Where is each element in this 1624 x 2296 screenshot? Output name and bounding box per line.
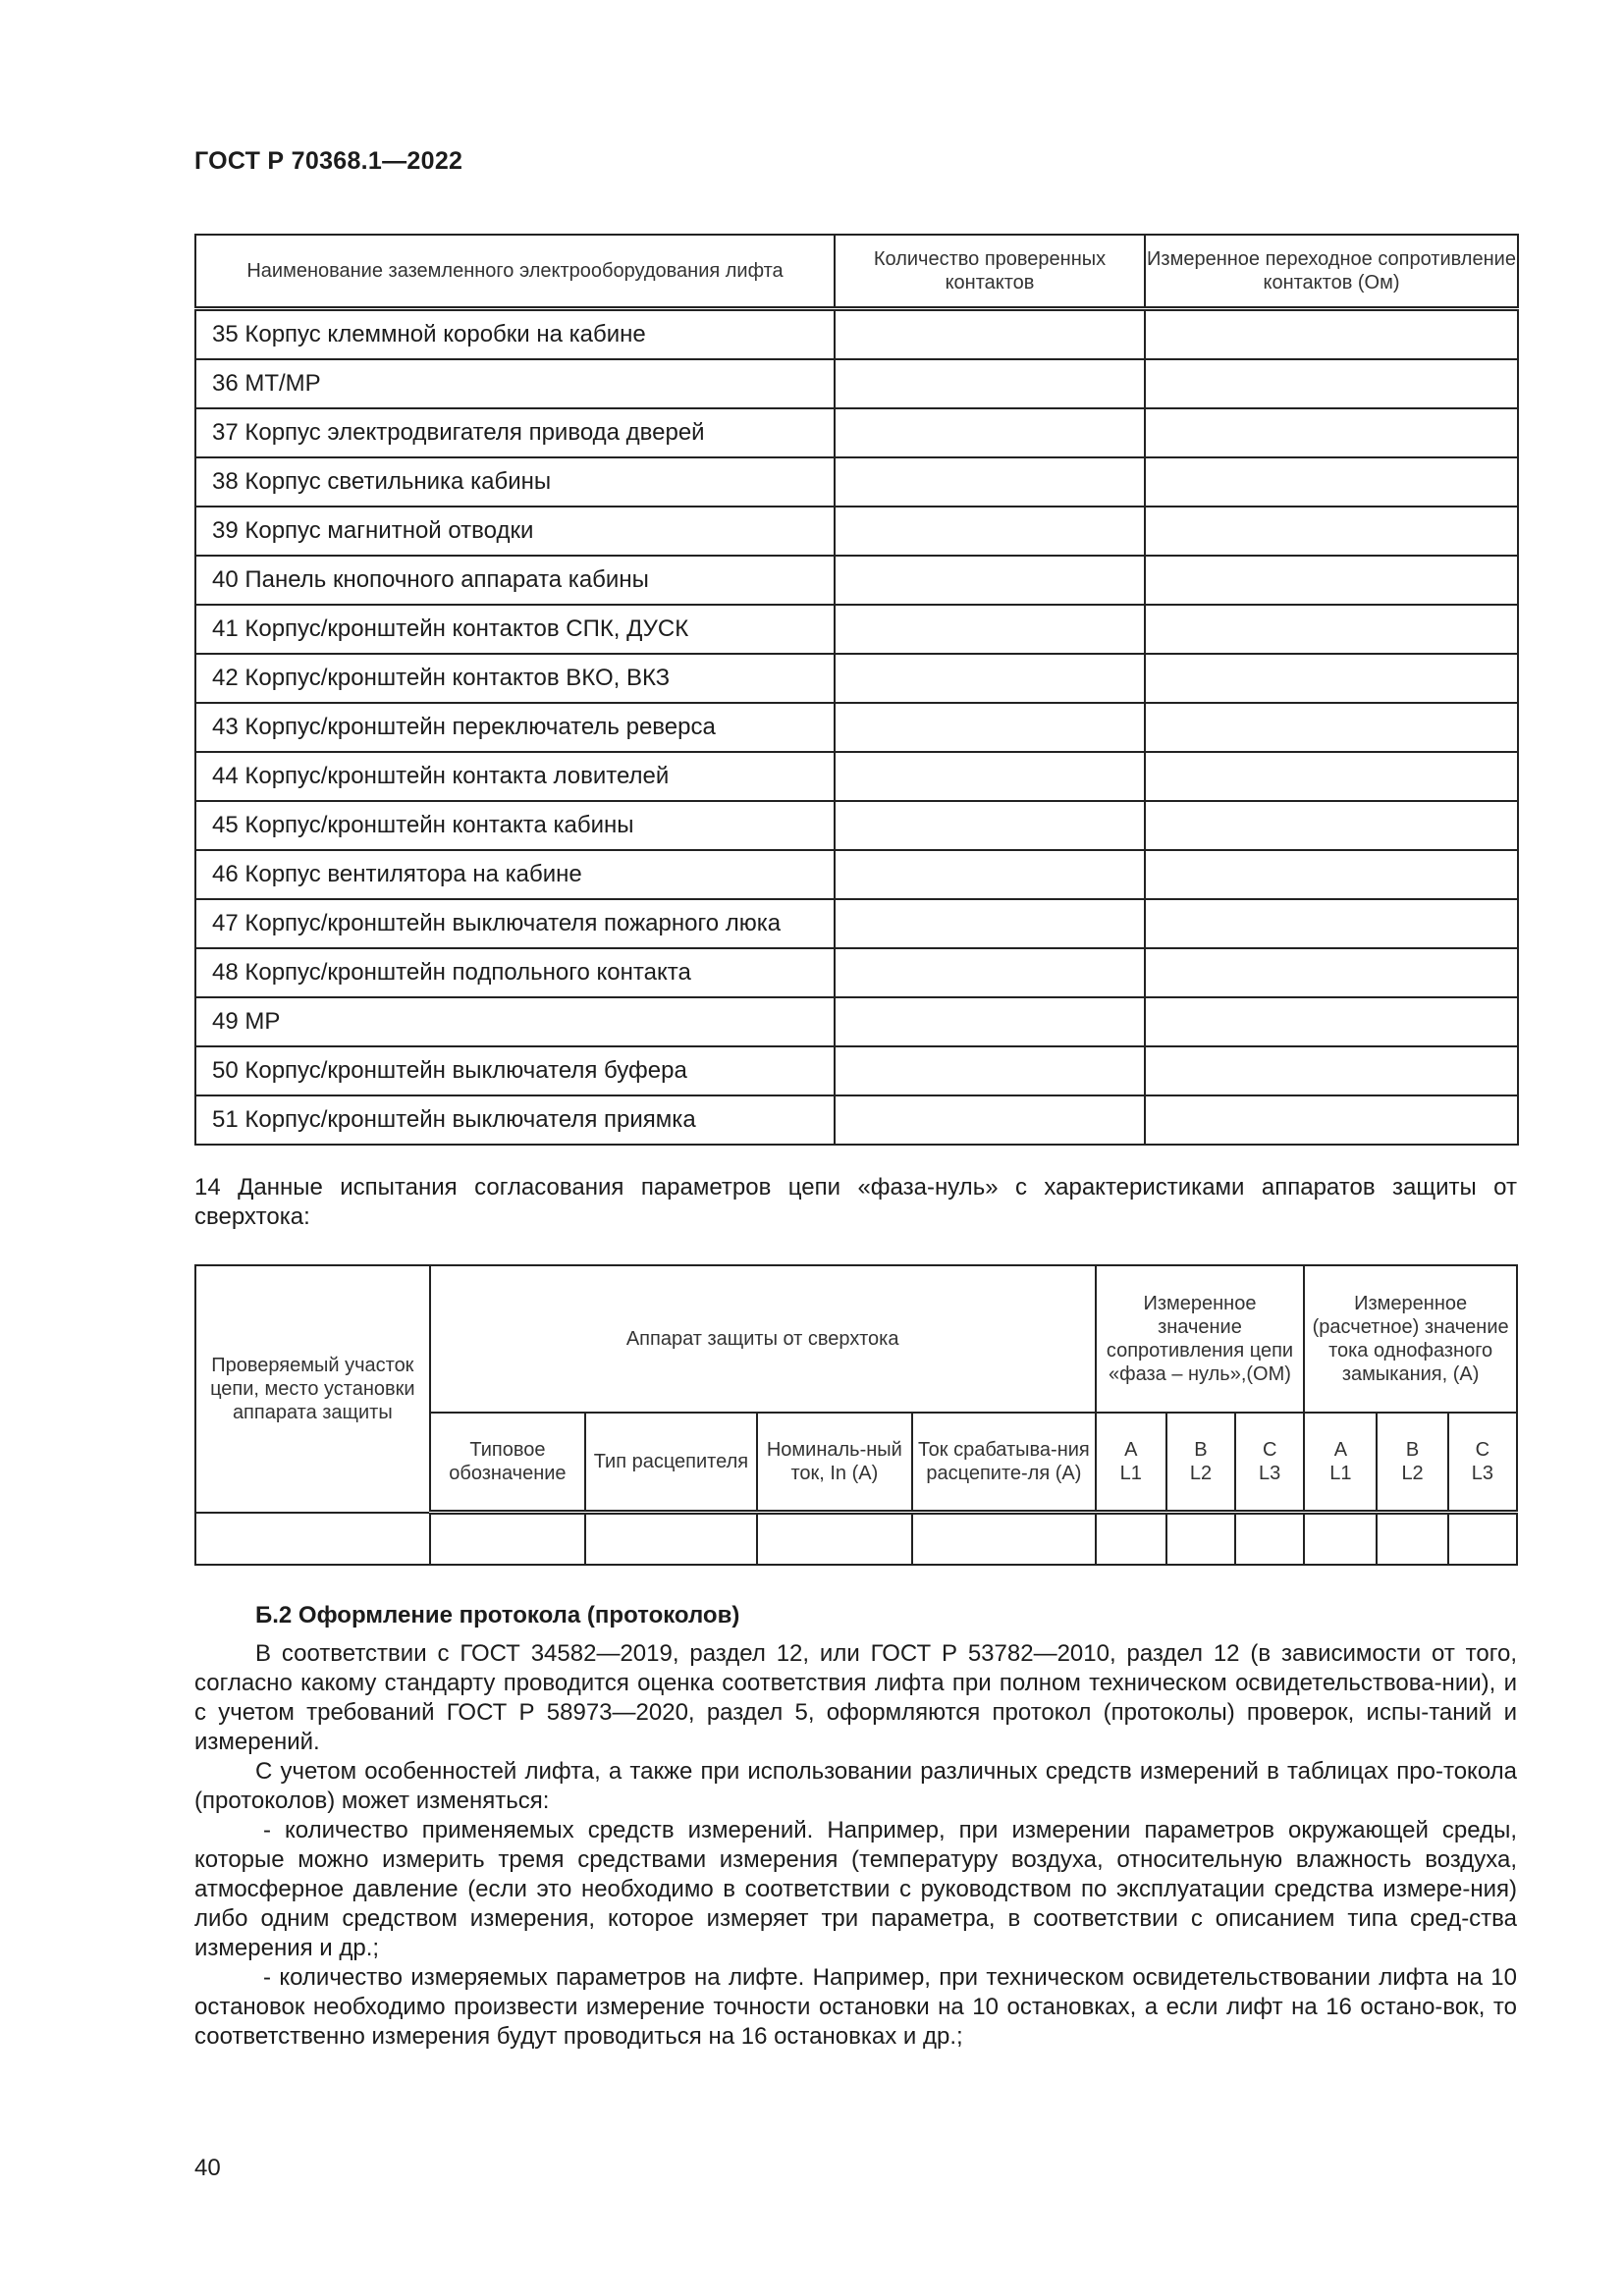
table-row [195, 1046, 1518, 1095]
equipment-name-cell: 38 Корпус светильника кабины [195, 457, 835, 507]
group-header-fault-current: Измеренное (расчетное) значение тока однофазного замыкания, (А) [1304, 1265, 1517, 1413]
empty-cell [835, 997, 1145, 1046]
empty-cell [1145, 948, 1518, 997]
empty-cell [835, 309, 1145, 360]
equipment-name-cell: 39 Корпус магнитной отводки [195, 507, 835, 556]
table-row [195, 899, 1518, 948]
empty-cell [1145, 654, 1518, 703]
empty-cell [1145, 556, 1518, 605]
empty-cell [757, 1513, 912, 1566]
empty-cell [1145, 359, 1518, 408]
empty-cell [430, 1513, 585, 1566]
empty-cell [1145, 801, 1518, 850]
phase-zero-test-table [194, 1264, 1518, 1566]
page-number: 40 [194, 2155, 221, 2181]
empty-cell [835, 1095, 1145, 1145]
empty-cell [835, 948, 1145, 997]
empty-cell [1448, 1513, 1517, 1566]
phase-header: B L2 [1377, 1413, 1447, 1513]
empty-cell [1145, 1095, 1518, 1145]
equipment-name-cell: 49 МР [195, 997, 835, 1046]
empty-cell [1145, 309, 1518, 360]
table-row [195, 457, 1518, 507]
empty-cell [835, 801, 1145, 850]
table-row [195, 850, 1518, 899]
table-row [195, 703, 1518, 752]
section-title: Б.2 Оформление протокола (протоколов) [255, 1602, 740, 1629]
equipment-name-cell: 51 Корпус/кронштейн выключателя приямка [195, 1095, 835, 1145]
empty-cell [835, 457, 1145, 507]
paragraph: С учетом особенностей лифта, а также при использовании различных средств измерений в таблицах про-токола (протоколов) может изменяться: [194, 1758, 1517, 1814]
empty-cell [835, 654, 1145, 703]
table-row [195, 556, 1518, 605]
column-header-resistance: Измеренное переходное сопротивление контактов (Ом) [1145, 235, 1518, 309]
empty-cell [1145, 507, 1518, 556]
table-row [195, 408, 1518, 457]
table-row [195, 654, 1518, 703]
empty-cell [585, 1513, 757, 1566]
empty-cell [835, 556, 1145, 605]
empty-cell [1166, 1513, 1235, 1566]
phase-header: B L2 [1166, 1413, 1235, 1513]
empty-cell [1145, 1046, 1518, 1095]
table-row [195, 1513, 1517, 1566]
equipment-name-cell: 50 Корпус/кронштейн выключателя буфера [195, 1046, 835, 1095]
table-row [195, 605, 1518, 654]
equipment-name-cell: 46 Корпус вентилятора на кабине [195, 850, 835, 899]
column-header-type-designation: Типовое обозначение [430, 1413, 585, 1513]
list-item: - количество измеряемых параметров на лифте. Например, при техническом освидетельствовании лифта на 10 остановок необходимо произвести измерение точности остановки на 10 остановках, а если лифт на 16 остано-вок, то соответственно измерения будут проводиться на 16 остановках и др.; [194, 1964, 1517, 2050]
phase-header: C L3 [1235, 1413, 1304, 1513]
empty-cell [835, 359, 1145, 408]
empty-cell [1145, 703, 1518, 752]
equipment-name-cell: 41 Корпус/кронштейн контактов СПК, ДУСК [195, 605, 835, 654]
column-header-contact-count: Количество проверенных контактов [835, 235, 1145, 309]
empty-cell [1145, 899, 1518, 948]
list-item: - количество применяемых средств измерений. Например, при измерении параметров окружающей среды, которые можно измерить тремя средствами измерения (температуру воздуха, относительную влажность воздуха, атмосферное давление (если это необходимо в соответствии с руководством по эксплуатации средства измере-ния) либо одним средством измерения, которое измеряет три параметра, в соответствии с описанием типа сред-ства измерения и др.; [194, 1817, 1517, 1961]
empty-cell [835, 703, 1145, 752]
phase-header: C L3 [1448, 1413, 1517, 1513]
empty-cell [835, 899, 1145, 948]
column-header-equipment: Наименование заземленного электрооборудования лифта [195, 235, 835, 309]
empty-cell [1145, 408, 1518, 457]
equipment-name-cell: 47 Корпус/кронштейн выключателя пожарного люка [195, 899, 835, 948]
column-header-release-type: Тип расцепителя [585, 1413, 757, 1513]
paragraph: В соответствии с ГОСТ 34582—2019, раздел 12, или ГОСТ Р 53782—2010, раздел 12 (в зависимости от того, согласно какому стандарту проводится оценка соответствия лифта при полном техническом освидетельствова-нии), и с учетом требований ГОСТ Р 58973—2020, раздел 5, оформляются протокол (протоколы) проверок, испы-таний и измерений. [194, 1640, 1517, 1755]
equipment-name-cell: 40 Панель кнопочного аппарата кабины [195, 556, 835, 605]
section-body [194, 1639, 1517, 2052]
equipment-name-cell: 42 Корпус/кронштейн контактов ВКО, ВКЗ [195, 654, 835, 703]
empty-cell [835, 605, 1145, 654]
empty-cell [1096, 1513, 1166, 1566]
column-header-trip-current: Ток срабатыва-ния расцепите-ля (А) [912, 1413, 1096, 1513]
equipment-name-cell: 37 Корпус электродвигателя привода дверей [195, 408, 835, 457]
empty-cell [835, 1046, 1145, 1095]
table-row [195, 997, 1518, 1046]
empty-cell [195, 1513, 430, 1566]
table-row [195, 948, 1518, 997]
equipment-name-cell: 36 MT/MP [195, 359, 835, 408]
group-header-protection-device: Аппарат защиты от сверхтока [430, 1265, 1096, 1413]
table-row [195, 507, 1518, 556]
empty-cell [835, 752, 1145, 801]
equipment-name-cell: 35 Корпус клеммной коробки на кабине [195, 309, 835, 360]
equipment-name-cell: 45 Корпус/кронштейн контакта кабины [195, 801, 835, 850]
empty-cell [835, 507, 1145, 556]
empty-cell [1145, 457, 1518, 507]
empty-cell [1304, 1513, 1377, 1566]
phase-header: A L1 [1096, 1413, 1166, 1513]
document-code-header: ГОСТ Р 70368.1—2022 [194, 147, 463, 175]
equipment-name-cell: 43 Корпус/кронштейн переключатель реверса [195, 703, 835, 752]
empty-cell [1145, 752, 1518, 801]
table-row [195, 801, 1518, 850]
group-header-loop-resistance: Измеренное значение сопротивления цепи «фаза – нуль»,(ОМ) [1096, 1265, 1305, 1413]
equipment-name-cell: 44 Корпус/кронштейн контакта ловителей [195, 752, 835, 801]
table-row [195, 752, 1518, 801]
empty-cell [1377, 1513, 1447, 1566]
empty-cell [1145, 997, 1518, 1046]
grounding-contacts-table [194, 234, 1519, 1146]
empty-cell [835, 408, 1145, 457]
table-row [195, 359, 1518, 408]
table-row [195, 309, 1518, 360]
empty-cell [912, 1513, 1096, 1566]
phase-header: A L1 [1304, 1413, 1377, 1513]
column-header-circuit-section: Проверяемый участок цепи, место установки аппарата защиты [195, 1265, 430, 1513]
table-row [195, 1095, 1518, 1145]
empty-cell [1145, 850, 1518, 899]
empty-cell [1235, 1513, 1304, 1566]
empty-cell [835, 850, 1145, 899]
item-14-text: 14 Данные испытания согласования параметров цепи «фаза-нуль» с характеристиками аппаратов защиты от сверхтока: [194, 1174, 1517, 1230]
equipment-name-cell: 48 Корпус/кронштейн подпольного контакта [195, 948, 835, 997]
column-header-nominal-current: Номиналь-ный ток, In (A) [757, 1413, 912, 1513]
empty-cell [1145, 605, 1518, 654]
